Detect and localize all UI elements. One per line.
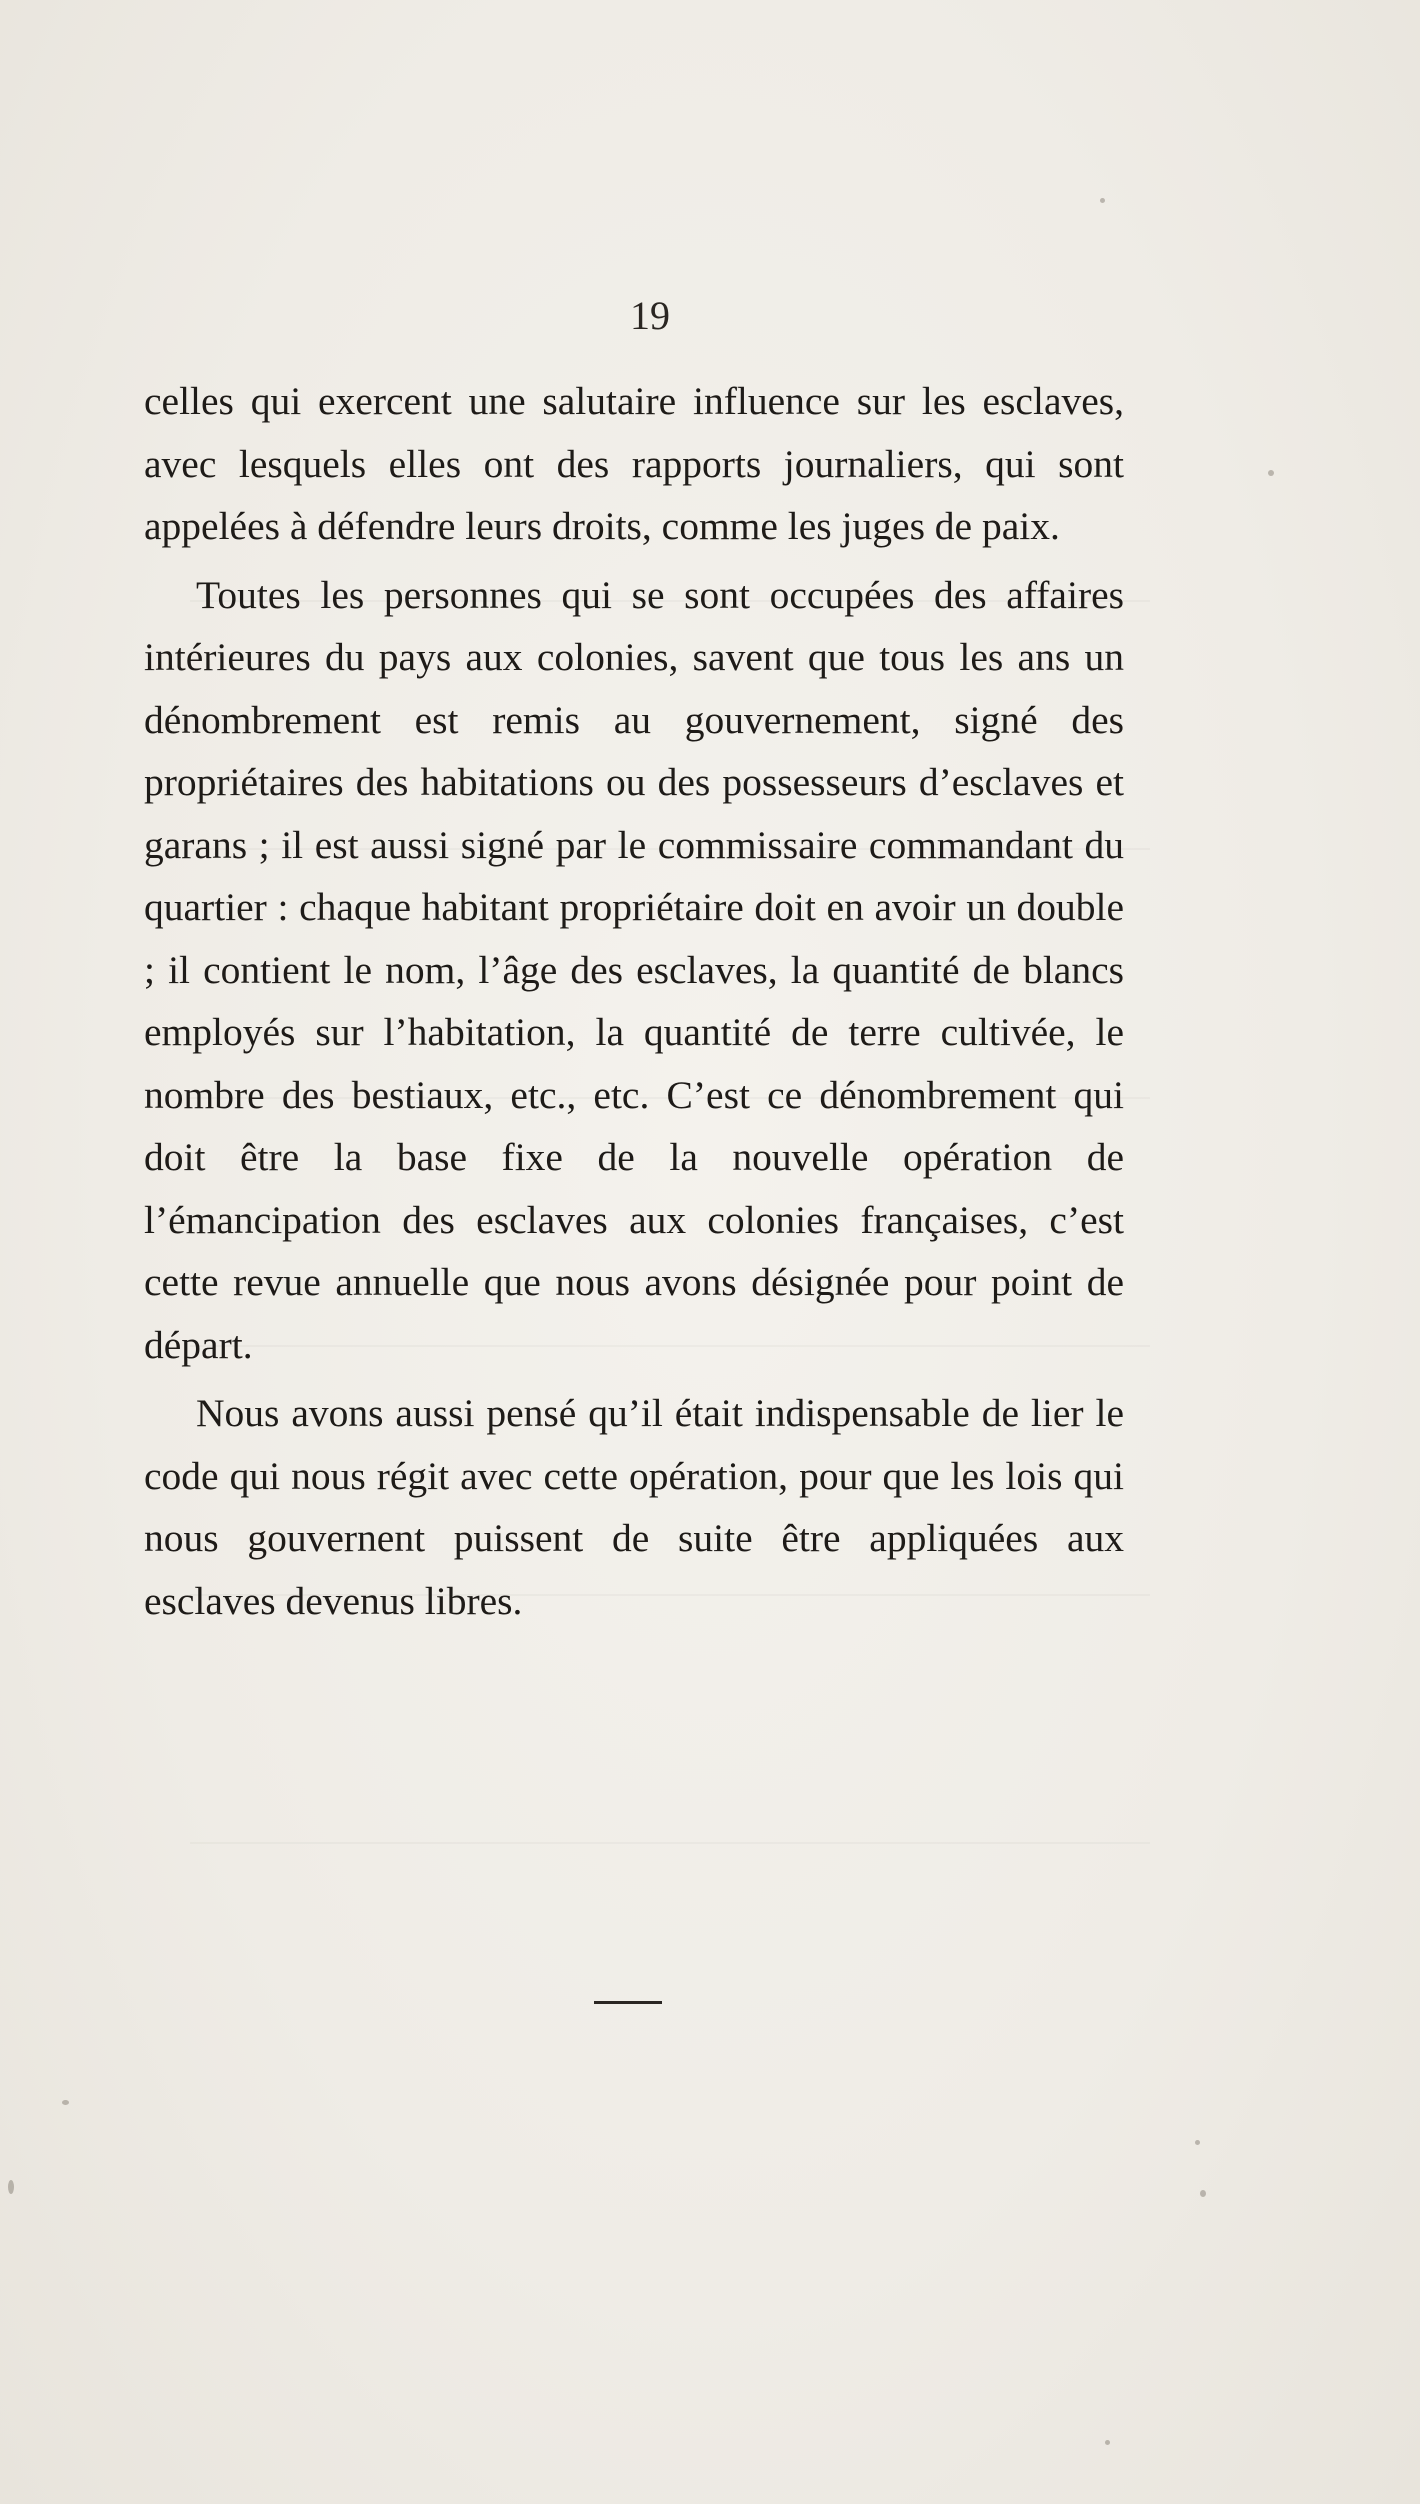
paper-speck [8, 2180, 14, 2194]
paper-speck [1100, 198, 1105, 203]
show-through-line [190, 1842, 1150, 1844]
paper-speck [1195, 2140, 1200, 2145]
paper-speck [1105, 2440, 1110, 2445]
paragraph-2: Toutes les personnes qui se sont occupées des affaires intérieures du pays aux colonies, savent que tous les ans un dénombrement est remis au gouvernement, signé des propriétaires des habitations ou des possesseurs d’esclaves et garans ; il est aussi signé par le commissaire commandant du quartier : chaque habitant propriétaire doit en avoir un double ; il contient le nom, l’âge des esclaves, la quantité de blancs employés sur l’habitation, la quantité de terre cultivée, le nombre des bestiaux, etc., etc. C’est ce dénombrement qui doit être la base fixe de la nouvelle opération de l’émancipation des esclaves aux colonies françaises, c’est cette revue annuelle que nous avons désignée pour point de départ. [144, 572, 1124, 1367]
paper-speck [1268, 470, 1274, 476]
body-text [144, 370, 1124, 1632]
paper-speck [1200, 2190, 1206, 2197]
paragraph-1: celles qui exercent une salutaire influence sur les esclaves, avec lesquels elles ont des rapports journaliers, qui sont appelées à défendre leurs droits, comme les juges de paix. [144, 379, 1124, 548]
end-rule [594, 2001, 662, 2004]
page-number: 19 [630, 293, 670, 338]
paragraph-3: Nous avons aussi pensé qu’il était indispensable de lier le code qui nous régit avec cette opération, pour que les lois qui nous gouvernent puissent de suite être appliquées aux esclaves devenus libres. [144, 1391, 1124, 1623]
paper-speck [62, 2100, 69, 2105]
